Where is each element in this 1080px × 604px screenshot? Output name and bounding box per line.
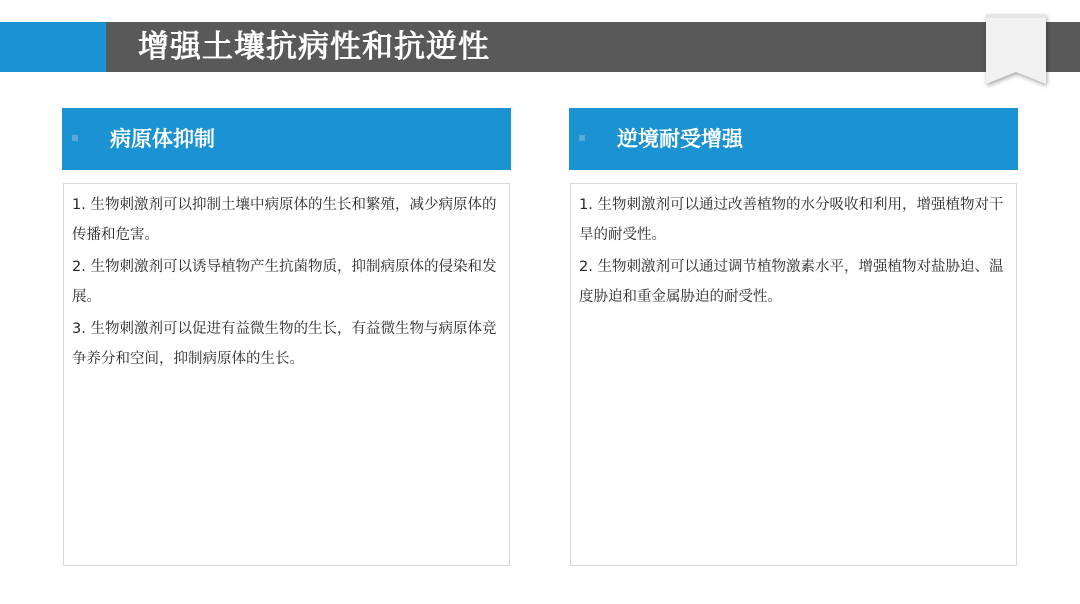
right-panel-list xyxy=(571,184,1016,312)
bookmark-icon xyxy=(986,14,1046,86)
right-panel-header xyxy=(569,108,1018,170)
list-item: 2. 生物刺激剂可以通过调节植物激素水平，增强植物对盐胁迫、温度胁迫和重金属胁迫的耐受性。 xyxy=(579,259,1004,305)
left-panel-header xyxy=(62,108,511,170)
left-panel-body xyxy=(63,183,510,566)
right-panel-heading: 逆境耐受增强 xyxy=(617,127,743,151)
bullet-square-icon xyxy=(579,135,585,141)
page-title: 增强土壤抗病性和抗逆性 xyxy=(138,29,490,65)
list-item: 3. 生物刺激剂可以促进有益微生物的生长，有益微生物与病原体竞争养分和空间，抑制病原体的生长。 xyxy=(72,321,497,367)
bullet-square-icon xyxy=(72,135,78,141)
right-panel-body xyxy=(570,183,1017,566)
list-item: 2. 生物刺激剂可以诱导植物产生抗菌物质，抑制病原体的侵染和发展。 xyxy=(72,259,497,305)
left-panel-heading: 病原体抑制 xyxy=(110,127,215,151)
left-panel-list xyxy=(64,184,509,374)
list-item: 1. 生物刺激剂可以通过改善植物的水分吸收和利用，增强植物对干旱的耐受性。 xyxy=(579,197,1004,243)
title-accent-block xyxy=(0,22,106,72)
list-item: 1. 生物刺激剂可以抑制土壤中病原体的生长和繁殖，减少病原体的传播和危害。 xyxy=(72,197,497,243)
